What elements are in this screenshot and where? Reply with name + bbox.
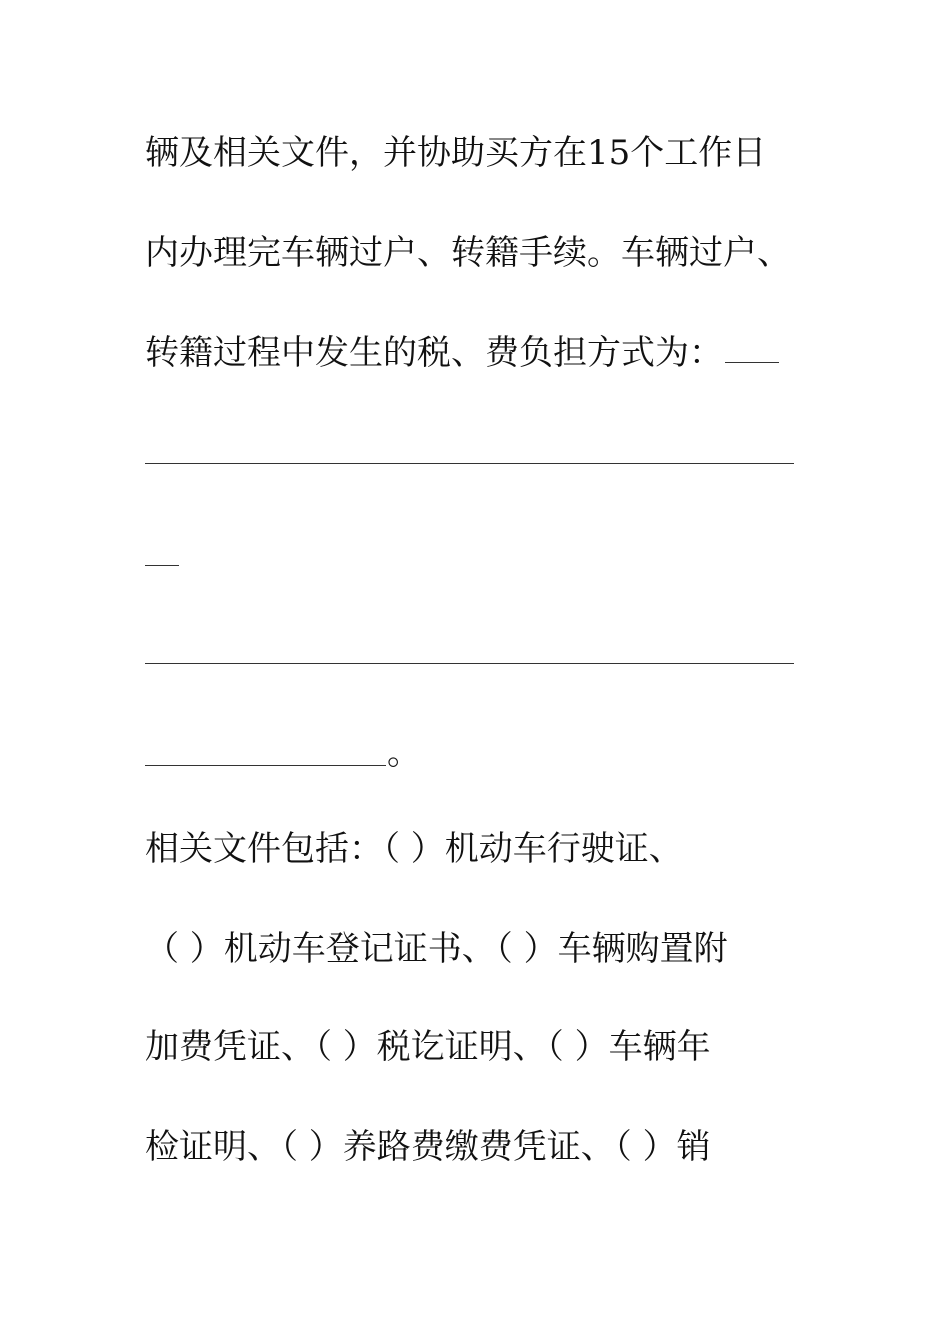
paragraph-line-3 xyxy=(145,331,795,375)
sentence-period: 。 xyxy=(387,733,421,773)
paragraph-line-1: 辆及相关文件，并协助买方在15个工作日 xyxy=(145,133,767,173)
tax-fee-prompt: 转籍过程中发生的税、费负担方式为： xyxy=(145,333,723,373)
paragraph-line-2: 内办理完车辆过户、转籍手续。车辆过户、 xyxy=(145,233,791,273)
fill-blank-line-2[interactable] xyxy=(145,565,179,566)
paragraph-line-10: 加费凭证、（ ）税讫证明、（ ）车辆年 xyxy=(145,1027,711,1067)
fill-blank-line-4[interactable] xyxy=(145,765,386,766)
fill-blank-line-3[interactable] xyxy=(145,663,794,664)
paragraph-line-11: 检证明、（ ）养路费缴费凭证、（ ）销 xyxy=(145,1127,711,1167)
fill-blank-start[interactable] xyxy=(725,362,779,363)
fill-blank-line-1[interactable] xyxy=(145,463,794,464)
paragraph-line-8: 相关文件包括：（ ）机动车行驶证、 xyxy=(145,829,683,869)
paragraph-line-9: （ ）机动车登记证书、（ ）车辆购置附 xyxy=(145,929,728,969)
